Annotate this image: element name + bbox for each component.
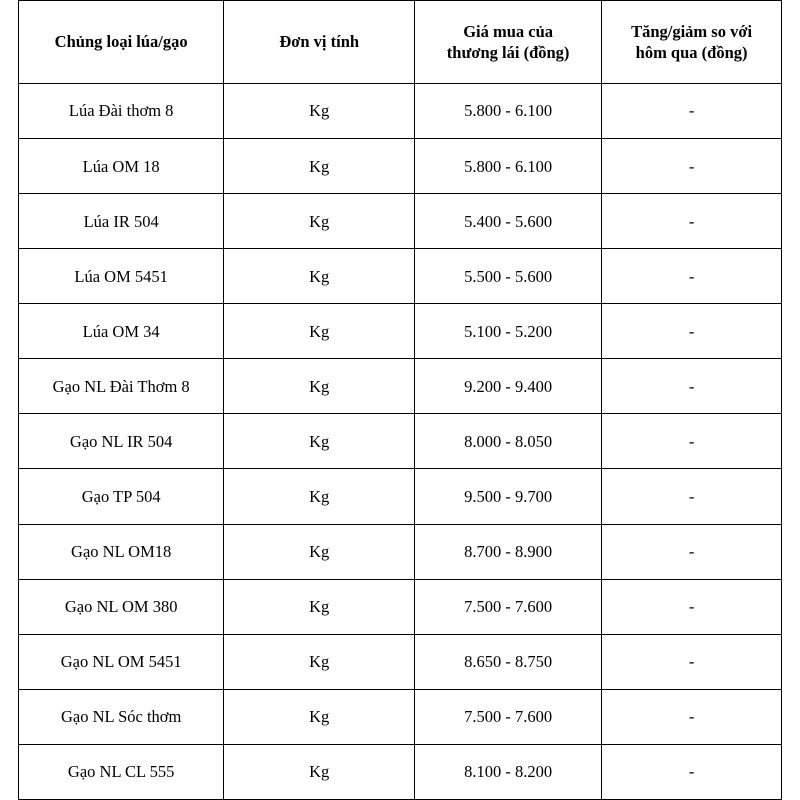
cell-unit: Kg bbox=[224, 524, 415, 579]
column-header-change bbox=[602, 1, 782, 84]
cell-type: Gạo TP 504 bbox=[19, 469, 224, 524]
cell-type: Lúa OM 34 bbox=[19, 304, 224, 359]
cell-unit: Kg bbox=[224, 744, 415, 799]
cell-type: Gạo NL IR 504 bbox=[19, 414, 224, 469]
rice-price-table bbox=[18, 0, 782, 800]
column-header-price-line-1: Giá mua của bbox=[463, 21, 554, 41]
cell-change: - bbox=[602, 414, 782, 469]
table-header-row bbox=[19, 1, 782, 84]
cell-change: - bbox=[602, 194, 782, 249]
cell-change: - bbox=[602, 524, 782, 579]
table-row bbox=[19, 744, 782, 799]
cell-type: Gạo NL Đài Thơm 8 bbox=[19, 359, 224, 414]
cell-price: 9.200 - 9.400 bbox=[415, 359, 602, 414]
cell-unit: Kg bbox=[224, 414, 415, 469]
column-header-change-line-1: Tăng/giảm so với bbox=[631, 21, 753, 41]
cell-type: Gạo NL OM18 bbox=[19, 524, 224, 579]
cell-price: 5.500 - 5.600 bbox=[415, 249, 602, 304]
table-row bbox=[19, 414, 782, 469]
cell-unit: Kg bbox=[224, 634, 415, 689]
cell-price: 8.650 - 8.750 bbox=[415, 634, 602, 689]
cell-price: 7.500 - 7.600 bbox=[415, 579, 602, 634]
cell-type: Lúa Đài thơm 8 bbox=[19, 84, 224, 139]
cell-unit: Kg bbox=[224, 359, 415, 414]
table-row bbox=[19, 469, 782, 524]
cell-change: - bbox=[602, 469, 782, 524]
table-row bbox=[19, 139, 782, 194]
table-row bbox=[19, 249, 782, 304]
cell-price: 9.500 - 9.700 bbox=[415, 469, 602, 524]
cell-unit: Kg bbox=[224, 579, 415, 634]
cell-change: - bbox=[602, 249, 782, 304]
cell-change: - bbox=[602, 304, 782, 359]
cell-type: Lúa OM 5451 bbox=[19, 249, 224, 304]
table-row bbox=[19, 304, 782, 359]
cell-change: - bbox=[602, 744, 782, 799]
table-row bbox=[19, 689, 782, 744]
cell-type: Gạo NL OM 380 bbox=[19, 579, 224, 634]
table-row bbox=[19, 579, 782, 634]
cell-price: 5.800 - 6.100 bbox=[415, 139, 602, 194]
cell-unit: Kg bbox=[224, 139, 415, 194]
cell-type: Lúa OM 18 bbox=[19, 139, 224, 194]
column-header-unit-line-1: Đơn vị tính bbox=[279, 32, 360, 52]
column-header-price bbox=[415, 1, 602, 84]
table-body bbox=[19, 84, 782, 800]
cell-unit: Kg bbox=[224, 249, 415, 304]
cell-price: 8.000 - 8.050 bbox=[415, 414, 602, 469]
cell-price: 8.700 - 8.900 bbox=[415, 524, 602, 579]
cell-price: 7.500 - 7.600 bbox=[415, 689, 602, 744]
column-header-type bbox=[19, 1, 224, 84]
cell-unit: Kg bbox=[224, 84, 415, 139]
cell-change: - bbox=[602, 139, 782, 194]
cell-unit: Kg bbox=[224, 194, 415, 249]
column-header-type-line-1: Chủng loại lúa/gạo bbox=[54, 32, 188, 52]
cell-type: Gạo NL CL 555 bbox=[19, 744, 224, 799]
table-row bbox=[19, 194, 782, 249]
column-header-change-line-2: hôm qua (đồng) bbox=[635, 43, 748, 62]
column-header-price-line-2: thương lái (đồng) bbox=[446, 43, 570, 62]
table-row bbox=[19, 634, 782, 689]
cell-type: Lúa IR 504 bbox=[19, 194, 224, 249]
cell-price: 8.100 - 8.200 bbox=[415, 744, 602, 799]
table-row bbox=[19, 524, 782, 579]
cell-price: 5.100 - 5.200 bbox=[415, 304, 602, 359]
cell-change: - bbox=[602, 84, 782, 139]
cell-type: Gạo NL OM 5451 bbox=[19, 634, 224, 689]
cell-price: 5.400 - 5.600 bbox=[415, 194, 602, 249]
table-row bbox=[19, 84, 782, 139]
cell-price: 5.800 - 6.100 bbox=[415, 84, 602, 139]
cell-change: - bbox=[602, 689, 782, 744]
cell-unit: Kg bbox=[224, 304, 415, 359]
cell-change: - bbox=[602, 634, 782, 689]
cell-change: - bbox=[602, 359, 782, 414]
cell-unit: Kg bbox=[224, 469, 415, 524]
cell-type: Gạo NL Sóc thơm bbox=[19, 689, 224, 744]
table-header bbox=[19, 1, 782, 84]
table-row bbox=[19, 359, 782, 414]
column-header-unit bbox=[224, 1, 415, 84]
cell-change: - bbox=[602, 579, 782, 634]
cell-unit: Kg bbox=[224, 689, 415, 744]
